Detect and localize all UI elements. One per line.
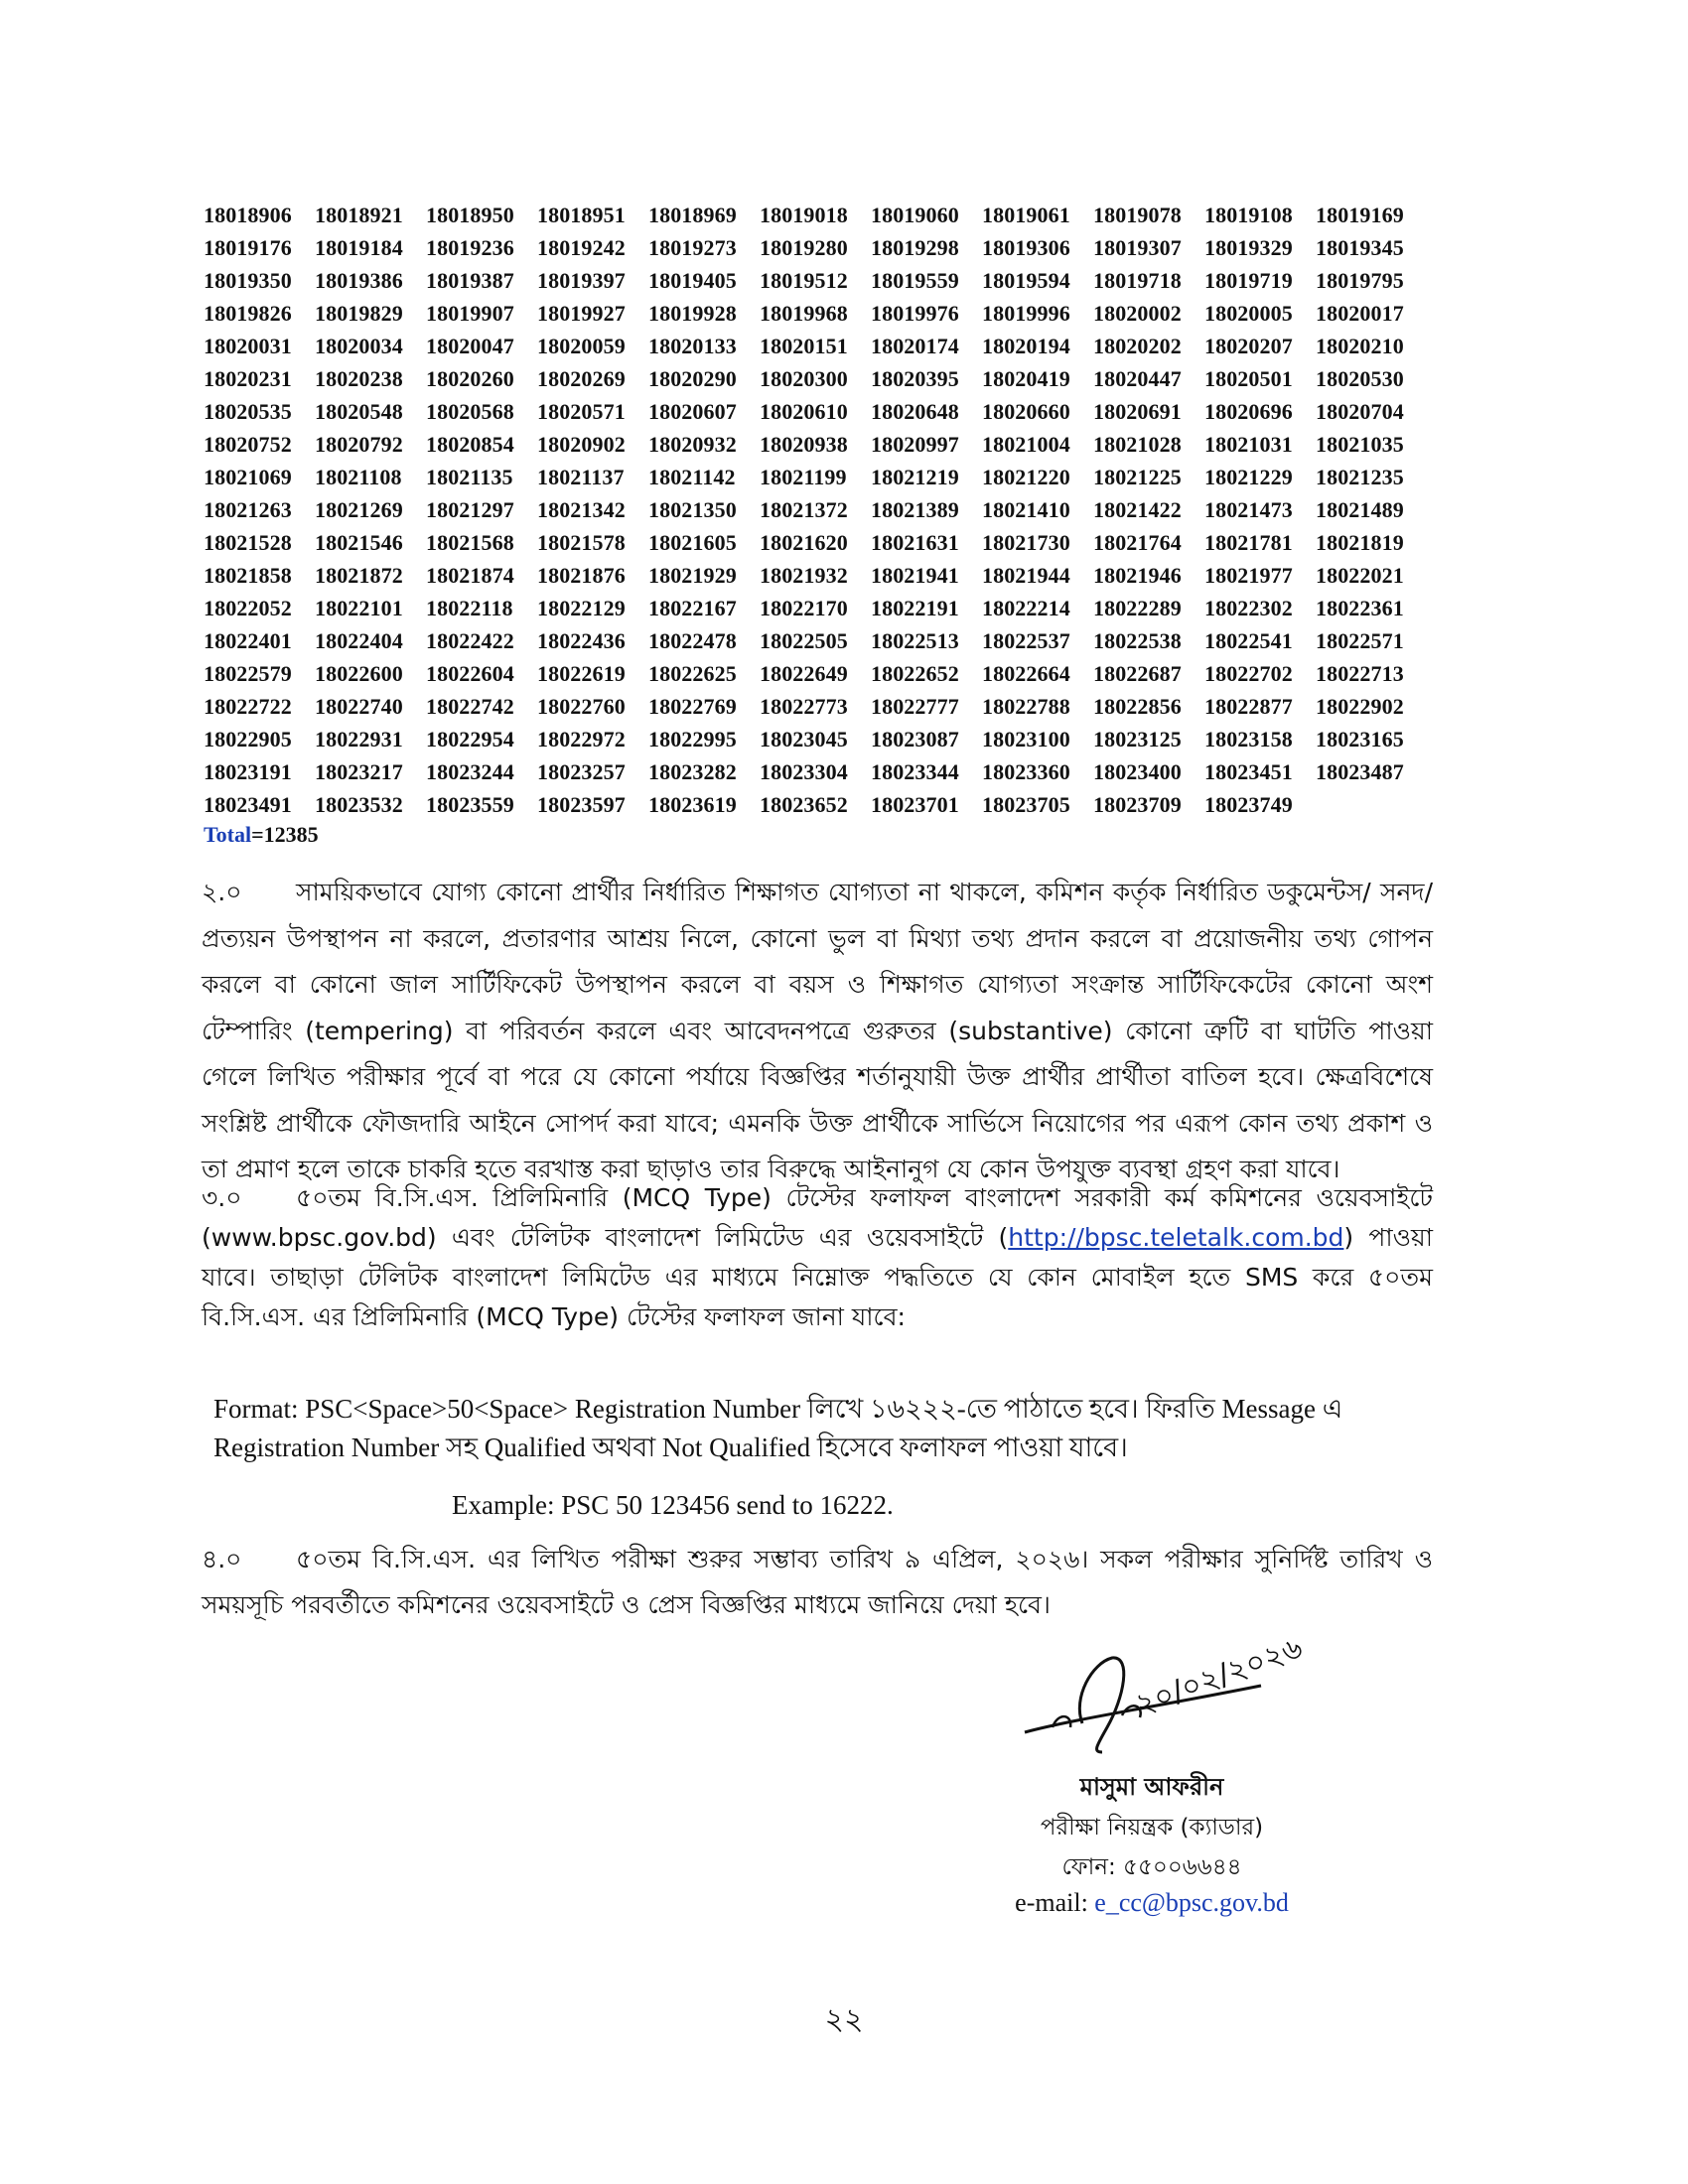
registration-number: 18023125 [1093,726,1182,751]
registration-number: 18022541 [1204,627,1293,653]
registration-number: 18019078 [1093,202,1182,227]
registration-number: 18021137 [537,464,625,489]
registration-number: 18021069 [204,464,292,489]
registration-number: 18022129 [537,595,626,620]
registration-number: 18021876 [537,562,626,588]
number-row [204,755,1494,788]
registration-number: 18022401 [204,627,292,653]
number-row [204,199,1494,231]
registration-number: 18021235 [1316,464,1404,489]
registration-number: 18022579 [204,660,292,686]
registration-number: 18022167 [648,595,737,620]
registration-number: 18019559 [871,267,959,293]
registration-number: 18019928 [648,300,737,326]
paragraph-text-a: ৫০তম বি.সি.এস. প্রিলিমিনারি (MCQ Type) টেস্টের ফলাফল বাংলাদেশ সরকারী কর্ম কমিশনের ওয়েবসাইটে (www.bpsc.gov.bd) এবং টেলিটক বাংলাদেশ লিমিটেড এর ওয়েবসাইটে ( [202,1183,1433,1252]
email-label: e-mail: [1015,1888,1095,1917]
registration-number: 18020419 [982,365,1070,391]
registration-number: 18020607 [648,398,737,424]
registration-number: 18022777 [871,693,959,719]
registration-number: 18018950 [426,202,514,227]
registration-number: 18022436 [537,627,626,653]
registration-number: 18021028 [1093,431,1182,457]
registration-number: 18023045 [760,726,848,751]
registration-number: 18020530 [1316,365,1404,391]
registration-number: 18020174 [871,333,959,358]
total-label: Total [204,822,252,847]
registration-number: 18018969 [648,202,737,227]
registration-number: 18022600 [315,660,403,686]
registration-number: 18020696 [1204,398,1293,424]
registration-number: 18023597 [537,791,626,817]
registration-number: 18020568 [426,398,514,424]
registration-number: 18022773 [760,693,848,719]
number-row [204,624,1494,657]
registration-number: 18021035 [1316,431,1404,457]
registration-number: 18022877 [1204,693,1293,719]
registration-number: 18022361 [1316,595,1404,620]
registration-number: 18022788 [982,693,1070,719]
number-row [204,330,1494,362]
registration-number: 18021220 [982,464,1070,489]
registration-number: 18023282 [648,758,737,784]
number-row [204,297,1494,330]
number-row [204,231,1494,264]
registration-number: 18021781 [1204,529,1293,555]
registration-number: 18019386 [315,267,403,293]
paragraph-text: ৫০তম বি.সি.এস. এর লিখিত পরীক্ষা শুরুর সম্ভাব্য তারিখ ৯ এপ্রিল, ২০২৬। সকল পরীক্ষার সুনির্দিষ্ট তারিখ ও সময়সূচি পরবর্তীতে কমিশনের ওয়েবসাইটে ও প্রেস বিজ্ঞপ্তির মাধ্যমে জানিয়ে দেয়া হবে। [202,1545,1433,1619]
registration-number: 18019826 [204,300,292,326]
registration-number: 18021858 [204,562,292,588]
registration-number: 18021977 [1204,562,1293,588]
registration-number: 18022905 [204,726,292,751]
number-row [204,461,1494,493]
registration-number: 18019350 [204,267,292,293]
registration-number: 18022604 [426,660,514,686]
registration-number: 18023344 [871,758,959,784]
registration-number: 18019307 [1093,234,1182,260]
sms-example: Example: PSC 50 123456 send to 16222. [452,1490,894,1520]
registration-number: 18022619 [537,660,626,686]
signatory-phone: ফোন: ৫৫০০৬৬৪৪ [1061,1854,1242,1880]
registration-number: 18020752 [204,431,292,457]
registration-number: 18021297 [426,496,514,522]
handwritten-signature [1013,1628,1340,1767]
registration-number: 18019176 [204,234,292,260]
registration-number: 18023652 [760,791,848,817]
registration-number: 18021410 [982,496,1070,522]
registration-number: 18019329 [1204,234,1293,260]
registration-number: 18020133 [648,333,737,358]
paragraph-number: ২.০ [202,878,242,906]
registration-number: 18023709 [1093,791,1182,817]
registration-number: 18022664 [982,660,1070,686]
registration-number: 18020194 [982,333,1070,358]
registration-number: 18018951 [537,202,626,227]
paragraph-text: সাময়িকভাবে যোগ্য কোনো প্রার্থীর নির্ধারিত শিক্ষাগত যোগ্যতা না থাকলে, কমিশন কর্তৃক নির্ধারিত ডকুমেন্টস/ সনদ/প্রত্যয়ন উপস্থাপন না করলে, প্রতারণার আশ্রয় নিলে, কোনো ভুল বা মিথ্যা তথ্য প্রদান করলে বা প্রয়োজনীয় তথ্য গোপন করলে বা কোনো জাল সার্টিফিকেট উপস্থাপন করলে বা বয়স ও শিক্ষাগত যোগ্যতা সংক্রান্ত সার্টিফিকেটের কোনো অংশ টেম্পারিং (tempering) বা পরিবর্তন করলে এবং আবেদনপত্রে গুরুতর (substantive) কোনো ত্রুটি বা ঘাটতি পাওয়া গেলে লিখিত পরীক্ষার পূর্বে বা পরে যে কোনো পর্যায়ে বিজ্ঞপ্তির শর্তানুযায়ী উক্ত প্রার্থীর প্রার্থীতা বাতিল হবে। ক্ষেত্রবিশেষে সংশ্লিষ্ট প্রার্থীকে ফৌজদারি আইনে সোপর্দ করা যাবে; এমনকি উক্ত প্রার্থীকে সার্ভিসে নিয়োগের পর এরূপ কোন তথ্য প্রকাশ ও তা প্রমাণ হলে তাকে চাকরি হতে বরখাস্ত করা ছাড়াও তার বিরুদ্ধে আইনানুগ যে কোন উপযুক্ত ব্যবস্থা গ্রহণ করা যাবে। [202,878,1433,1183]
registration-number: 18023701 [871,791,959,817]
registration-number: 18019829 [315,300,403,326]
registration-number: 18021819 [1316,529,1404,555]
registration-number: 18023749 [1204,791,1293,817]
registration-number: 18022302 [1204,595,1293,620]
registration-number: 18023360 [982,758,1070,784]
registration-number: 18021489 [1316,496,1404,522]
registration-number: 18021872 [315,562,403,588]
registration-number: 18022021 [1316,562,1404,588]
registration-number: 18021578 [537,529,626,555]
registration-number: 18020535 [204,398,292,424]
number-row [204,690,1494,723]
paragraph-text-b: ) পাওয়া যাবে। তাছাড়া টেলিটক বাংলাদেশ লিমিটেড এর মাধ্যমে নিম্নোক্ত পদ্ধতিতে যে কোন মোবাইল হতে SMS করে ৫০তম বি.সি.এস. এর প্রিলিমিনারি (MCQ Type) টেস্টের ফলাফল জানা যাবে: [202,1223,1433,1331]
registration-number: 18022214 [982,595,1070,620]
registration-number: 18022972 [537,726,626,751]
registration-number: 18022422 [426,627,514,653]
registration-number: 18021389 [871,496,959,522]
registration-number: 18023400 [1093,758,1182,784]
signatory-title: পরীক্ষা নিয়ন্ত্রক (ক্যাডার) [1040,1815,1264,1841]
registration-number: 18021528 [204,529,292,555]
total-value: =12385 [251,822,319,847]
registration-number: 18019345 [1316,234,1404,260]
registration-number: 18019795 [1316,267,1404,293]
registration-number: 18023705 [982,791,1070,817]
registration-number-list [204,199,1494,821]
registration-number: 18021342 [537,496,626,522]
registration-number: 18020447 [1093,365,1182,391]
paragraph-number: ৪.০ [202,1545,242,1573]
registration-number: 18023244 [426,758,514,784]
registration-number: 18021605 [648,529,737,555]
registration-number: 18022954 [426,726,514,751]
registration-number: 18023532 [315,791,403,817]
registration-number: 18020059 [537,333,626,358]
registration-number: 18022404 [315,627,403,653]
registration-number: 18022722 [204,693,292,719]
registration-number: 18022769 [648,693,737,719]
registration-number: 18020571 [537,398,626,424]
registration-number: 18021422 [1093,496,1182,522]
registration-number: 18021946 [1093,562,1182,588]
registration-number: 18019236 [426,234,514,260]
registration-number: 18022649 [760,660,848,686]
registration-number: 18020854 [426,431,514,457]
total-count [204,822,319,848]
registration-number: 18019996 [982,300,1070,326]
number-row [204,592,1494,624]
registration-number: 18019108 [1204,202,1293,227]
registration-number: 18020034 [315,333,403,358]
registration-number: 18021764 [1093,529,1182,555]
registration-number: 18022713 [1316,660,1404,686]
registration-number: 18019169 [1316,202,1404,227]
signatory-name: মাসুমা আফরীন [1079,1773,1224,1801]
number-row [204,526,1494,559]
registration-number: 18020031 [204,333,292,358]
registration-number: 18021372 [760,496,848,522]
registration-number: 18020260 [426,365,514,391]
registration-number: 18022760 [537,693,626,719]
registration-number: 18022931 [315,726,403,751]
registration-number: 18019298 [871,234,959,260]
registration-number: 18022289 [1093,595,1182,620]
registration-number: 18020501 [1204,365,1293,391]
registration-number: 18021219 [871,464,959,489]
registration-number: 18020002 [1093,300,1182,326]
sms-format-instructions: Format: PSC<Space>50<Space> Registration Number লিখে ১৬২২২-তে পাঠাতে হবে। ফিরতি Message এ Registration Number সহ Qualified অথবা Not Qualified হিসেবে ফলাফল পাওয়া যাবে। [213,1394,1343,1462]
registration-number: 18021269 [315,496,403,522]
registration-number: 18021142 [648,464,736,489]
registration-number: 18021004 [982,431,1070,457]
registration-number: 18023304 [760,758,848,784]
registration-number: 18023257 [537,758,626,784]
registration-number: 18021135 [426,464,513,489]
signature-date: ২০/০২/২০২৬ [1130,1630,1308,1723]
registration-number: 18023451 [1204,758,1293,784]
registration-number: 18020238 [315,365,403,391]
registration-number: 18020207 [1204,333,1293,358]
registration-number: 18020269 [537,365,626,391]
registration-number: 18020005 [1204,300,1293,326]
registration-number: 18020017 [1316,300,1404,326]
registration-number: 18021929 [648,562,737,588]
registration-number: 18020610 [760,398,848,424]
number-row [204,428,1494,461]
registration-number: 18022902 [1316,693,1404,719]
registration-number: 18022513 [871,627,959,653]
registration-number: 18021350 [648,496,737,522]
registration-number: 18023100 [982,726,1070,751]
registration-number: 18022652 [871,660,959,686]
registration-number: 18021031 [1204,431,1293,457]
registration-number: 18021199 [760,464,847,489]
registration-number: 18020902 [537,431,626,457]
registration-number: 18020648 [871,398,959,424]
registration-number: 18020932 [648,431,737,457]
registration-number: 18023191 [204,758,292,784]
registration-number: 18019927 [537,300,626,326]
registration-number: 18019907 [426,300,514,326]
registration-number: 18019397 [537,267,626,293]
registration-number: 18020151 [760,333,848,358]
registration-number: 18021546 [315,529,403,555]
email-link[interactable]: e_cc@bpsc.gov.bd [1094,1888,1289,1917]
registration-number: 18022856 [1093,693,1182,719]
registration-number: 18019512 [760,267,848,293]
registration-number: 18019273 [648,234,737,260]
teletalk-link[interactable]: http://bpsc.teletalk.com.bd [1008,1223,1344,1252]
registration-number: 18019718 [1093,267,1182,293]
registration-number: 18022052 [204,595,292,620]
registration-number: 18019242 [537,234,626,260]
registration-number: 18021229 [1204,464,1293,489]
paragraph-3 [202,1178,1433,1337]
registration-number: 18022118 [426,595,513,620]
paragraph-4 [202,1537,1433,1628]
registration-number: 18022625 [648,660,737,686]
registration-number: 18019018 [760,202,848,227]
registration-number: 18022995 [648,726,737,751]
registration-number: 18021874 [426,562,514,588]
signatory-email [953,1888,1350,1918]
registration-number: 18020202 [1093,333,1182,358]
registration-number: 18020938 [760,431,848,457]
number-row [204,559,1494,592]
registration-number: 18022537 [982,627,1070,653]
registration-number: 18019061 [982,202,1070,227]
registration-number: 18019184 [315,234,403,260]
registration-number: 18019976 [871,300,959,326]
registration-number: 18023487 [1316,758,1404,784]
registration-number: 18022170 [760,595,848,620]
registration-number: 18023559 [426,791,514,817]
number-row [204,264,1494,297]
paragraph-number: ৩.০ [202,1183,242,1212]
registration-number: 18020997 [871,431,959,457]
number-row [204,723,1494,755]
registration-number: 18023158 [1204,726,1293,751]
registration-number: 18022478 [648,627,737,653]
registration-number: 18020290 [648,365,737,391]
registration-number: 18023087 [871,726,959,751]
registration-number: 18019060 [871,202,959,227]
registration-number: 18023491 [204,791,292,817]
registration-number: 18020210 [1316,333,1404,358]
registration-number: 18020231 [204,365,292,391]
registration-number: 18022571 [1316,627,1404,653]
registration-number: 18018906 [204,202,292,227]
registration-number: 18022505 [760,627,848,653]
registration-number: 18021631 [871,529,959,555]
registration-number: 18021568 [426,529,514,555]
registration-number: 18022742 [426,693,514,719]
number-row [204,395,1494,428]
number-row [204,788,1494,821]
registration-number: 18022740 [315,693,403,719]
registration-number: 18018921 [315,202,403,227]
registration-number: 18022702 [1204,660,1293,686]
number-row [204,362,1494,395]
registration-number: 18021620 [760,529,848,555]
registration-number: 18019968 [760,300,848,326]
registration-number: 18022538 [1093,627,1182,653]
page-number: ২২ [824,2002,864,2037]
registration-number: 18021932 [760,562,848,588]
registration-number: 18021225 [1093,464,1182,489]
registration-number: 18022191 [871,595,959,620]
number-row [204,657,1494,690]
registration-number: 18020548 [315,398,403,424]
registration-number: 18019306 [982,234,1070,260]
registration-number: 18022687 [1093,660,1182,686]
registration-number: 18020047 [426,333,514,358]
registration-number: 18020704 [1316,398,1404,424]
registration-number: 18020300 [760,365,848,391]
registration-number: 18023165 [1316,726,1404,751]
registration-number: 18019280 [760,234,848,260]
registration-number: 18021730 [982,529,1070,555]
registration-number: 18023217 [315,758,403,784]
registration-number: 18019405 [648,267,737,293]
registration-number: 18020691 [1093,398,1182,424]
registration-number: 18019594 [982,267,1070,293]
registration-number: 18021941 [871,562,959,588]
registration-number: 18022101 [315,595,403,620]
registration-number: 18020660 [982,398,1070,424]
paragraph-2 [202,870,1433,1193]
registration-number: 18020792 [315,431,403,457]
registration-number: 18021944 [982,562,1070,588]
registration-number: 18019387 [426,267,514,293]
registration-number: 18021263 [204,496,292,522]
registration-number: 18021108 [315,464,402,489]
registration-number: 18020395 [871,365,959,391]
registration-number: 18019719 [1204,267,1293,293]
registration-number: 18023619 [648,791,737,817]
number-row [204,493,1494,526]
registration-number: 18021473 [1204,496,1293,522]
